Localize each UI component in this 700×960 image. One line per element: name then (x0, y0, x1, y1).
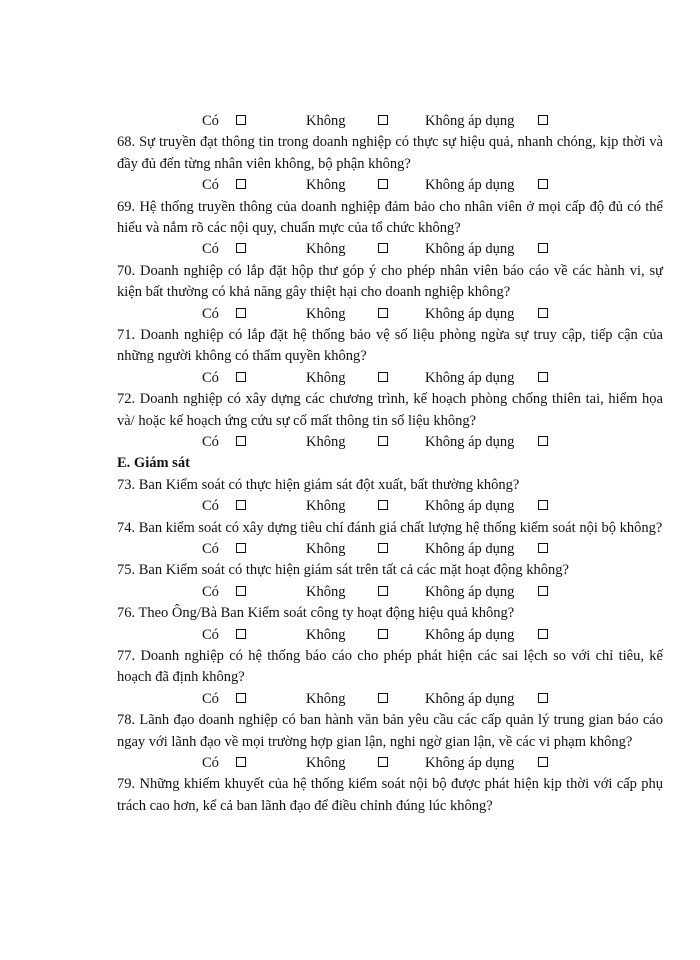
option-yes-label: Có (202, 755, 219, 772)
option-no-label: Không (306, 113, 346, 129)
answer-row (117, 111, 663, 132)
no-checkbox[interactable] (378, 436, 388, 446)
option-na-label: Không áp dụng (425, 434, 515, 451)
yes-checkbox[interactable] (236, 372, 246, 382)
yes-checkbox[interactable] (236, 179, 246, 189)
option-no-label: Không (306, 434, 346, 451)
not-applicable-checkbox[interactable] (538, 757, 548, 767)
option-na-label: Không áp dụng (425, 177, 515, 194)
question-77: 77. Doanh nghiệp có hệ thống báo cáo cho phép phát hiện các sai lệch so với chỉ tiêu, kế hoạch đã định không? (117, 648, 663, 686)
option-yes-label: Có (202, 690, 219, 707)
option-na-label: Không áp dụng (425, 498, 515, 515)
no-checkbox[interactable] (378, 543, 388, 553)
no-checkbox[interactable] (378, 179, 388, 189)
not-applicable-checkbox[interactable] (538, 372, 548, 382)
option-yes-label: Có (202, 434, 219, 451)
option-yes-label: Có (202, 177, 219, 194)
option-yes-label: Có (202, 498, 219, 515)
yes-checkbox[interactable] (236, 115, 246, 125)
question-68: 68. Sự truyền đạt thông tin trong doanh nghiệp có thực sự hiệu quả, nhanh chóng, kịp thời và đầy đủ đến từng nhân viên không, bộ phận không? (117, 134, 663, 172)
section-heading: E. Giám sát (117, 455, 190, 472)
answer-row (117, 625, 663, 646)
yes-checkbox[interactable] (236, 586, 246, 596)
option-yes-label: Có (202, 241, 219, 258)
option-yes-label: Có (202, 626, 219, 643)
no-checkbox[interactable] (378, 629, 388, 639)
no-checkbox[interactable] (378, 693, 388, 703)
option-na-label: Không áp dụng (425, 583, 515, 600)
not-applicable-checkbox[interactable] (538, 500, 548, 510)
option-no-label: Không (306, 369, 346, 386)
option-na-label: Không áp dụng (425, 541, 515, 558)
option-yes-label: Có (202, 541, 219, 558)
question-71: 71. Doanh nghiệp có lắp đặt hệ thống bảo vệ số liệu phòng ngừa sự truy cập, tiếp cận của những người không có thẩm quyền không? (117, 327, 663, 365)
yes-checkbox[interactable] (236, 436, 246, 446)
option-na-label: Không áp dụng (425, 690, 515, 707)
option-na-label: Không áp dụng (425, 113, 515, 129)
question-69: 69. Hệ thống truyền thông của doanh nghiệp đảm bảo cho nhân viên ở mọi cấp độ đủ có thể hiểu và nắm rõ các nội quy, chuẩn mực của tổ chức không? (117, 198, 663, 236)
question-72: 72. Doanh nghiệp có xây dựng các chương trình, kế hoạch phòng chống thiên tai, hiểm họa và/ hoặc kế hoạch ứng cứu sự cố mất thông tin số liệu không? (117, 391, 663, 429)
yes-checkbox[interactable] (236, 500, 246, 510)
yes-checkbox[interactable] (236, 543, 246, 553)
option-na-label: Không áp dụng (425, 369, 515, 386)
answer-row (117, 582, 663, 603)
not-applicable-checkbox[interactable] (538, 308, 548, 318)
yes-checkbox[interactable] (236, 693, 246, 703)
question-76: 76. Theo Ông/Bà Ban Kiểm soát công ty hoạt động hiệu quả không? (117, 605, 515, 622)
answer-row (117, 239, 663, 260)
answer-row (117, 175, 663, 196)
option-na-label: Không áp dụng (425, 241, 515, 258)
answer-row (117, 304, 663, 325)
option-yes-label: Có (202, 113, 219, 129)
not-applicable-checkbox[interactable] (538, 243, 548, 253)
option-no-label: Không (306, 690, 346, 707)
no-checkbox[interactable] (378, 586, 388, 596)
option-no-label: Không (306, 177, 346, 194)
option-yes-label: Có (202, 305, 219, 322)
not-applicable-checkbox[interactable] (538, 629, 548, 639)
option-na-label: Không áp dụng (425, 755, 515, 772)
not-applicable-checkbox[interactable] (538, 179, 548, 189)
not-applicable-checkbox[interactable] (538, 115, 548, 125)
option-no-label: Không (306, 583, 346, 600)
no-checkbox[interactable] (378, 243, 388, 253)
option-no-label: Không (306, 241, 346, 258)
questionnaire-body (117, 111, 663, 817)
no-checkbox[interactable] (378, 372, 388, 382)
option-no-label: Không (306, 755, 346, 772)
question-73: 73. Ban Kiểm soát có thực hiện giám sát đột xuất, bất thường không? (117, 476, 520, 493)
not-applicable-checkbox[interactable] (538, 586, 548, 596)
yes-checkbox[interactable] (236, 243, 246, 253)
yes-checkbox[interactable] (236, 308, 246, 318)
answer-row (117, 689, 663, 710)
yes-checkbox[interactable] (236, 757, 246, 767)
option-no-label: Không (306, 305, 346, 322)
question-74: 74. Ban kiểm soát có xây dựng tiêu chí đánh giá chất lượng hệ thống kiểm soát nội bộ không? (117, 519, 663, 536)
option-no-label: Không (306, 626, 346, 643)
option-na-label: Không áp dụng (425, 626, 515, 643)
option-no-label: Không (306, 498, 346, 515)
not-applicable-checkbox[interactable] (538, 543, 548, 553)
question-79: 79. Những khiếm khuyết của hệ thống kiểm soát nội bộ được phát hiện kịp thời với cấp phụ trách cao hơn, kể cả ban lãnh đạo để điều chỉnh đúng lúc không? (117, 776, 663, 814)
yes-checkbox[interactable] (236, 629, 246, 639)
no-checkbox[interactable] (378, 115, 388, 125)
option-yes-label: Có (202, 369, 219, 386)
no-checkbox[interactable] (378, 757, 388, 767)
answer-row (117, 753, 663, 774)
question-70: 70. Doanh nghiệp có lắp đặt hộp thư góp ý cho phép nhân viên báo cáo về các hành vi, sự kiện bất thường có khả năng gây thiệt hại cho doanh nghiệp không? (117, 262, 663, 301)
option-na-label: Không áp dụng (425, 305, 515, 322)
no-checkbox[interactable] (378, 500, 388, 510)
answer-row (117, 368, 663, 389)
question-78: 78. Lãnh đạo doanh nghiệp có ban hành văn bản yêu cầu các cấp quản lý trung gian báo cáo ngay với lãnh đạo về mọi trường hợp gian lận, nghi ngờ gian lận, về các vi phạm không? (117, 712, 663, 750)
question-75: 75. Ban Kiểm soát có thực hiện giám sát trên tất cả các mặt hoạt động không? (117, 562, 569, 579)
no-checkbox[interactable] (378, 308, 388, 318)
option-yes-label: Có (202, 583, 219, 600)
not-applicable-checkbox[interactable] (538, 693, 548, 703)
answer-row (117, 496, 663, 517)
not-applicable-checkbox[interactable] (538, 436, 548, 446)
answer-row (117, 432, 663, 453)
answer-row (117, 539, 663, 560)
option-no-label: Không (306, 541, 346, 558)
